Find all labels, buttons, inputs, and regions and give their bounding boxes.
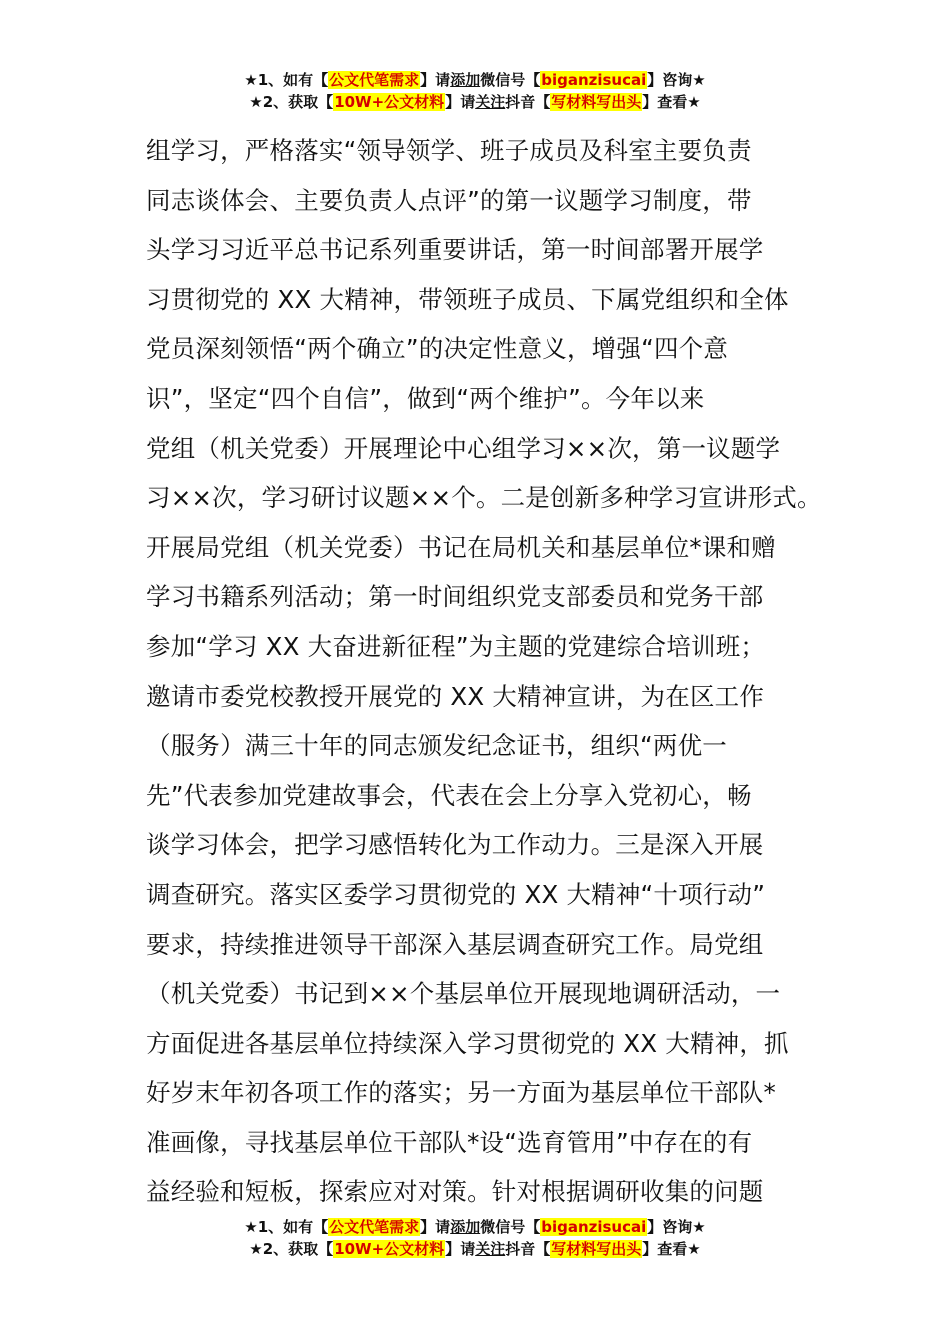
banner-highlight: 10W+公文材料 xyxy=(334,93,445,111)
banner-highlight: 10W+公文材料 xyxy=(334,1240,445,1258)
banner-highlight: 公文代笔需求 xyxy=(329,71,420,89)
text-line: 好岁末年初各项工作的落实；另一方面为基层单位干部队* xyxy=(146,1078,776,1108)
text-line: 先”代表参加党建故事会，代表在会上分享入党初心，畅 xyxy=(146,780,752,810)
banner-douyin-id: 写材料写出头 xyxy=(551,93,642,111)
text-line: 习××次，学习研讨议题××个。二是创新多种学习宣讲形式。 xyxy=(146,483,822,513)
text-line: 开展局党组（机关党委）书记在局机关和基层单位*课和赠 xyxy=(146,532,776,562)
document-body xyxy=(146,126,822,1217)
text-line: 谈学习体会，把学习感悟转化为工作动力。三是深入开展 xyxy=(146,830,764,860)
text-line: 组学习，严格落实“领导领学、班子成员及科室主要负责 xyxy=(146,136,752,165)
text-line: （服务）满三十年的同志颁发纪念证书，组织“两优一 xyxy=(146,731,727,761)
banner-line-1: ★1、如有【公文代笔需求】请添加微信号【biganzisucai】咨询★ xyxy=(244,1218,706,1236)
text-line: 益经验和短板，探索应对对策。针对根据调研收集的问题 xyxy=(146,1177,764,1207)
footer-banner xyxy=(0,1216,950,1260)
text-line: 邀请市委党校教授开展党的 XX 大精神宣讲，为在区工作 xyxy=(146,681,765,711)
text-line: 习贯彻党的 XX 大精神，带领班子成员、下属党组织和全体 xyxy=(146,284,789,314)
text-line: 学习书籍系列活动；第一时间组织党支部委员和党务干部 xyxy=(146,582,764,612)
text-line: 要求，持续推进领导干部深入基层调查研究工作。局党组 xyxy=(146,929,764,959)
text-line: 同志谈体会、主要负责人点评”的第一议题学习制度，带 xyxy=(146,185,752,215)
banner-wechat-id: biganzisucai xyxy=(541,71,647,89)
banner-line-2: ★2、获取【10W+公文材料】请关注抖音【写材料写出头】查看★ xyxy=(249,93,701,111)
text-line: 头学习习近平总书记系列重要讲话，第一时间部署开展学 xyxy=(146,235,764,265)
text-line: （机关党委）书记到××个基层单位开展现地调研活动，一 xyxy=(146,979,781,1009)
text-line: 党员深刻领悟“两个确立”的决定性意义，增强“四个意 xyxy=(146,334,729,364)
header-banner xyxy=(0,69,950,113)
text-line: 参加“学习 XX 大奋进新征程”为主题的党建综合培训班； xyxy=(146,631,766,661)
banner-line-1: ★1、如有【公文代笔需求】请添加微信号【biganzisucai】咨询★ xyxy=(244,71,706,89)
text-line: 党组（机关党委）开展理论中心组学习××次，第一议题学 xyxy=(146,433,781,463)
banner-douyin-id: 写材料写出头 xyxy=(551,1240,642,1258)
banner-highlight: 公文代笔需求 xyxy=(329,1218,420,1236)
banner-wechat-id: biganzisucai xyxy=(541,1218,647,1236)
banner-line-2: ★2、获取【10W+公文材料】请关注抖音【写材料写出头】查看★ xyxy=(249,1240,701,1258)
text-line: 方面促进各基层单位持续深入学习贯彻党的 XX 大精神，抓 xyxy=(146,1028,789,1058)
text-line: 准画像，寻找基层单位干部队*设“选育管用”中存在的有 xyxy=(146,1127,753,1157)
text-line: 调查研究。落实区委学习贯彻党的 XX 大精神“十项行动” xyxy=(146,879,766,909)
text-line: 识”，坚定“四个自信”，做到“两个维护”。今年以来 xyxy=(146,383,705,413)
